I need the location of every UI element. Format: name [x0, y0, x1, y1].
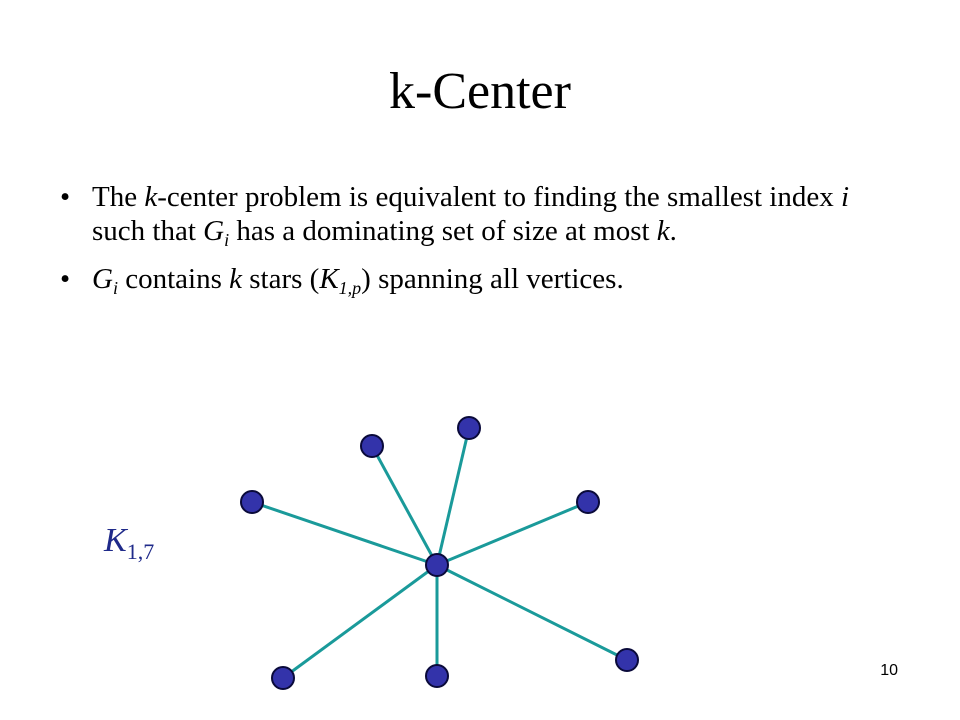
- text-run: G: [92, 263, 113, 295]
- leaf-node: [272, 667, 294, 689]
- leaf-node: [361, 435, 383, 457]
- leaf-node: [616, 649, 638, 671]
- text-run: The: [92, 181, 145, 213]
- page-number: 10: [880, 662, 898, 679]
- bullet-dot: •: [60, 263, 71, 295]
- leaf-node: [577, 491, 599, 513]
- graph-edge: [437, 428, 469, 565]
- text-run: k: [656, 215, 670, 247]
- center-node: [426, 554, 448, 576]
- graph-edge: [437, 502, 588, 565]
- text-run: .: [669, 215, 677, 247]
- leaf-node: [458, 417, 480, 439]
- graph-edge: [437, 565, 627, 660]
- graph-edge: [283, 565, 437, 678]
- subscript: 1,p: [338, 278, 362, 298]
- text-run: -center problem is equivalent to finding the smallest index: [157, 181, 841, 213]
- leaf-node: [241, 491, 263, 513]
- bullet-dot: •: [60, 181, 71, 213]
- leaf-node: [426, 665, 448, 687]
- text-run: has a dominating set of size at most: [229, 215, 657, 247]
- text-run: k: [144, 181, 158, 213]
- text-run: i: [840, 181, 850, 213]
- text-run: ) spanning all vertices.: [361, 263, 624, 295]
- text-run: stars (: [242, 263, 320, 295]
- subscript: i: [112, 278, 118, 298]
- slide-title: k-Center: [389, 63, 571, 120]
- text-run: such that: [92, 215, 204, 247]
- text-run: contains: [117, 263, 230, 295]
- text-run: k: [229, 263, 242, 295]
- graph-edges: [252, 428, 627, 678]
- subscript: i: [224, 230, 230, 250]
- star-label-k: K: [104, 522, 127, 559]
- text-run: G: [203, 215, 225, 247]
- text-run: K: [319, 263, 339, 295]
- star-label-subscript: 1,7: [126, 539, 155, 564]
